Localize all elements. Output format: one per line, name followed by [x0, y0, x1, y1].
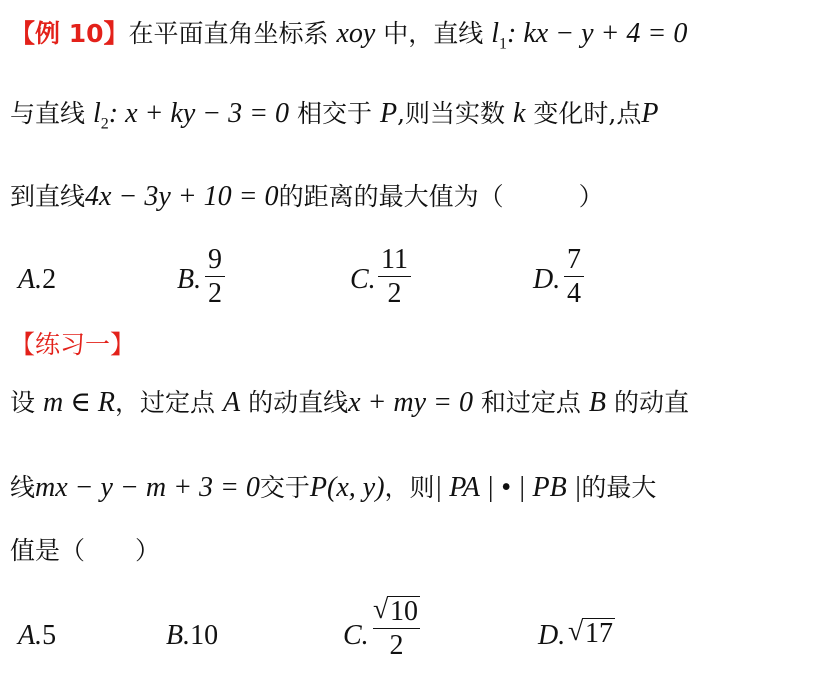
- example-option-b-label: B.: [177, 264, 202, 295]
- practice-set: m ∈ R: [42, 387, 116, 418]
- practice-line-3: 值是（ ）: [10, 536, 161, 565]
- practice-option-d-label: D.: [538, 620, 566, 651]
- example-l2-equation: : x + ky − 3 = 0: [108, 98, 290, 129]
- practice-line1-end: 的动直: [613, 388, 689, 417]
- example-line3-equation: 4x − 3y + 10 = 0: [85, 181, 279, 212]
- practice-point-b: B: [588, 387, 606, 418]
- practice-line1-start: 设: [10, 388, 36, 417]
- practice-option-a: A.5: [18, 620, 57, 651]
- example-line1-text: 在平面直角坐标系: [128, 19, 329, 48]
- example-option-c-fraction: $\frac{11}{2}$: [378, 244, 411, 311]
- example-coord-system: xoy: [336, 18, 376, 49]
- practice-option-c-label: C.: [343, 620, 369, 651]
- practice-line1-mid3: 和过定点: [480, 388, 581, 417]
- practice-option-c-fraction: √ 10 2: [373, 594, 418, 661]
- practice-expression: | PA | • | PB |: [434, 472, 582, 503]
- example-option-a: A.2: [18, 264, 57, 295]
- example-line-3: [10, 180, 604, 214]
- sqrt-icon: √ 17: [568, 616, 613, 649]
- practice-point-p: P(x, y): [309, 472, 385, 503]
- example-point-p: P: [379, 98, 398, 129]
- practice-line2-mid2: ，则: [384, 473, 435, 502]
- example-line3-start: 到直线: [10, 182, 86, 211]
- example-point-p2: P: [641, 98, 659, 129]
- practice-option-d-value: [568, 618, 615, 650]
- example-l2: $l_2$: [92, 98, 109, 133]
- example-line-1: [10, 17, 687, 62]
- example-l1: $l_1$: [491, 18, 508, 53]
- example-line3-end: 的距离的最大值为（ ）: [278, 182, 604, 211]
- practice-line-1: [10, 386, 689, 420]
- practice-line1-equation: x + my = 0: [348, 387, 473, 418]
- practice-line2-mid: 交于: [259, 473, 310, 502]
- example-line-2: [10, 97, 658, 142]
- example-line2-mid3: 变化时,点: [533, 99, 642, 128]
- example-option-c-label: C.: [350, 264, 376, 295]
- practice-line1-mid2: 的动直线: [248, 388, 349, 417]
- example-line1-mid: 中，直线: [383, 19, 484, 48]
- example-option-b-fraction: $\frac{9}{2}$: [205, 244, 225, 311]
- sqrt-icon: √ 10: [373, 594, 418, 627]
- practice-option-b: B.10: [166, 620, 219, 651]
- example-line2-mid: 相交于: [297, 99, 373, 128]
- example-line2-start: 与直线: [10, 99, 86, 128]
- practice-line2-end: 的最大: [581, 473, 657, 502]
- practice-point-a: A: [223, 387, 241, 418]
- practice-tag: 【练习一】: [10, 330, 136, 359]
- example-tag: 【例 10】: [10, 19, 129, 48]
- example-line2-mid2: ,则当实数: [397, 99, 506, 128]
- practice-line1-mid: ，过定点: [115, 388, 216, 417]
- practice-line-2: [10, 471, 656, 505]
- example-option-d-fraction: $\frac{7}{4}$: [564, 244, 584, 311]
- example-k: k: [512, 98, 526, 129]
- example-l1-equation: : kx − y + 4 = 0: [507, 18, 688, 49]
- practice-line2-equation: mx − y − m + 3 = 0: [35, 472, 260, 503]
- example-option-d-label: D.: [533, 264, 561, 295]
- practice-line2-start: 线: [10, 473, 36, 502]
